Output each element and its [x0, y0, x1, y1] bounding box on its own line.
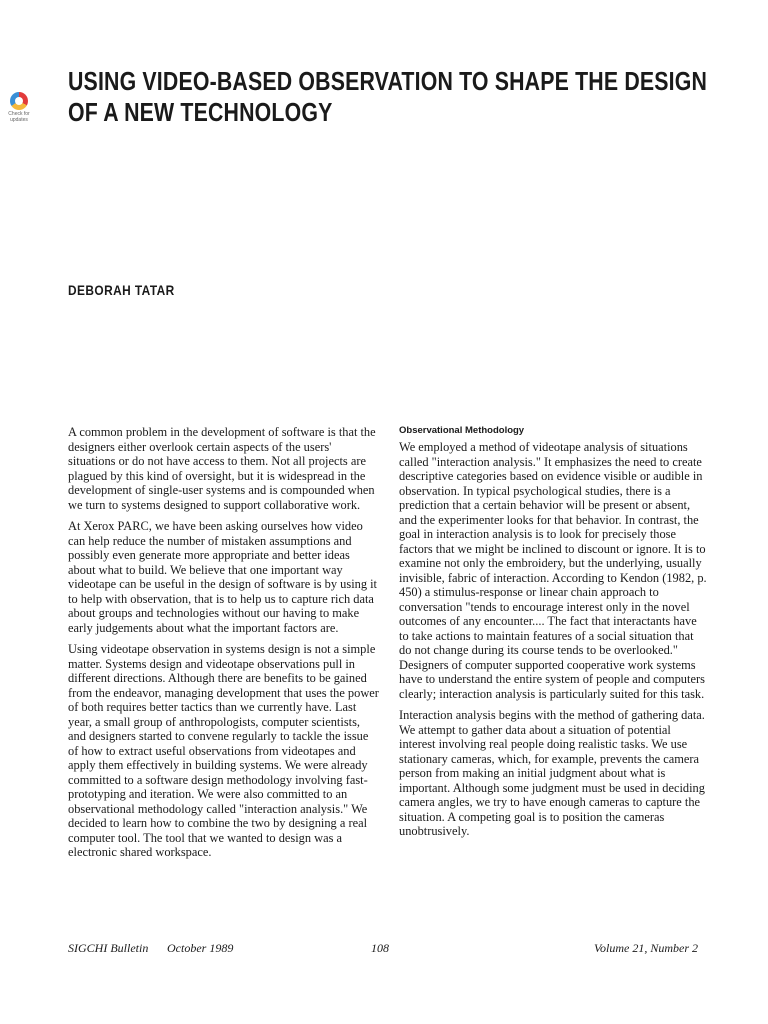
page-footer: [68, 941, 698, 959]
footer-date: October 1989: [167, 941, 234, 955]
author-name: DEBORAH TATAR: [68, 282, 175, 298]
paragraph: A common problem in the development of software is that the designers either overlook certain aspects of the users' situations or do not have access to them. Not all projects are plagued by this kind of oversight, but it is widespread in the development of single-user systems and is compounded when we turn to systems designed to support collaborative work.: [68, 425, 376, 512]
paragraph: We employed a method of videotape analysis of situations called "interaction analysis." It emphasizes the need to create descriptive categories based on evidence visible or audible in observation. In typical psychological studies, there is a prediction that a certain behavior will be present or absent, and the experimenter looks for that behavior. In contrast, the goal in interaction analysis is to look for precisely those factors that we might be inclined to discount or ignore. It is to examine not only the embroidery, but the underlying, usually invisible, fabric of interaction. According to Kendon (1982, p. 450) a stimulus-response or linear chain approach to conversation "tends to encourage interest only in the novel outcomes of any encounter.... The fact that interactants have to take actions to maintain features of a social situation that do not change during its course tends to be overlooked." Designers of computer supported cooperative work systems have to understand the entire system of people and computers clearly; interaction analysis is particularly suited for this task.: [399, 440, 707, 701]
check-for-updates-badge[interactable]: [4, 90, 34, 130]
footer-volume: Volume 21, Number 2: [594, 941, 698, 955]
paper-title: [68, 66, 708, 128]
title-line-1: USING VIDEO-BASED OBSERVATION TO SHAPE THE DESIGN: [68, 66, 708, 96]
footer-journal: SIGCHI Bulletin: [68, 941, 149, 955]
right-column: [399, 425, 709, 846]
paragraph: Using videotape observation in systems design is not a simple matter. Systems design and videotape observations pull in different directions. Although there are benefits to be gained from the endeavor, managing development that uses the power of both requires better tactics than we currently have. Last year, a small group of anthropologists, computer scientists, and designers started to convene regularly to tackle the issue of how to extract useful observations from videotapes and apply them effectively in building systems. We were already committed to a software design methodology involving fast-prototyping and iteration. We were also committed to an observational methodology called "interaction analysis." We decided to learn how to combine the two by designing a real computer tool. The tool that we wanted to design was a electronic shared workspace.: [68, 642, 379, 859]
update-icon: [10, 92, 28, 110]
paragraph: At Xerox PARC, we have been asking ourselves how video can help reduce the number of mistaken assumptions and possibly even generate more appropriate and better ideas about what to build. We believe that one important way videotape can be useful in the design of software is by using it to help with observation, that is to help us to capture rich data about groups and technologies without our having to make early judgements about what the important factors are.: [68, 519, 378, 635]
section-heading: Observational Methodology: [399, 425, 525, 436]
paragraph: Interaction analysis begins with the method of gathering data. We attempt to gather data about a situation of potential interest involving real people doing realistic tasks. We use stationary cameras, which, for example, prevents the camera person from making an initial judgment about what is important. Although some judgment must be used in deciding camera angles, we try to have enough cameras to capture the situation. A competing goal is to position the cameras unobtrusively.: [399, 708, 705, 838]
title-line-2: OF A NEW TECHNOLOGY: [68, 97, 333, 127]
page-number: 108: [371, 941, 389, 955]
left-column: [68, 425, 380, 867]
badge-label: Check for updates: [8, 111, 30, 123]
